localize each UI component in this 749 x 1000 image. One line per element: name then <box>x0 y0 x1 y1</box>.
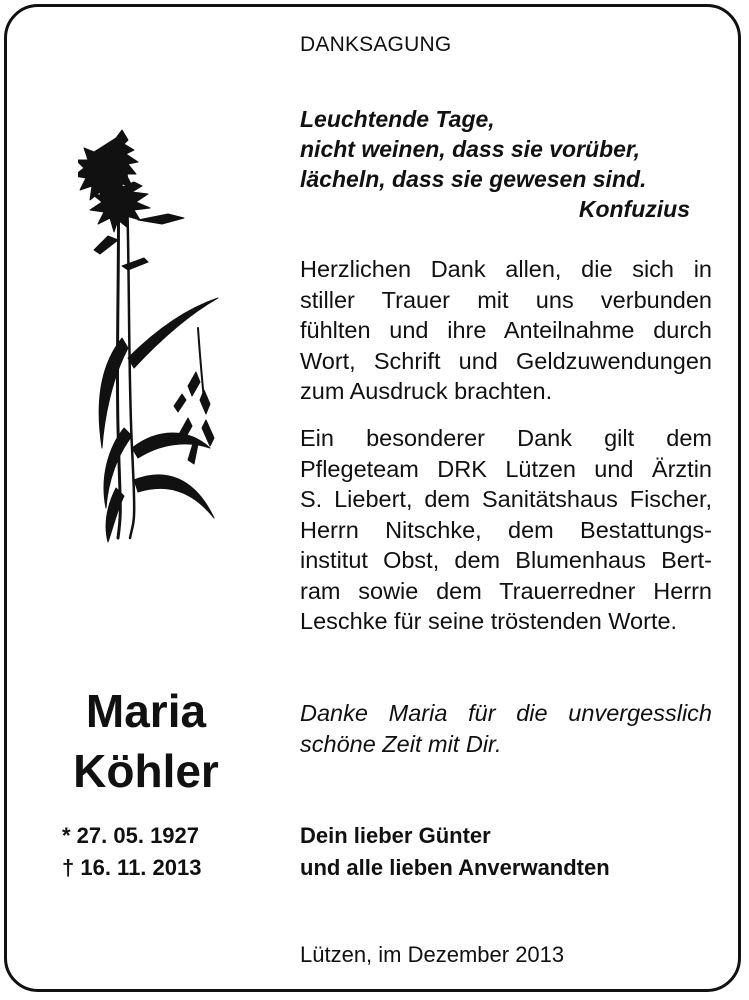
paragraph-line: zum Ausdruck brachten. <box>300 378 553 404</box>
thanks-note-line: Danke Maria für die unvergesslich <box>300 700 712 726</box>
life-dates <box>62 820 201 884</box>
grass-plant-icon <box>78 128 228 548</box>
paragraph-line: stiller Trauer mit uns verbunden <box>300 286 712 313</box>
deceased-first-name: Maria <box>85 685 207 737</box>
paragraph-line: S. Liebert, dem Sanitätshaus Fischer, <box>300 486 712 512</box>
signature-line: Dein lieber Günter <box>300 823 491 848</box>
birth-date: * 27. 05. 1927 <box>62 823 200 848</box>
poem-quote <box>300 104 690 224</box>
thanks-paragraph-special <box>300 423 712 637</box>
paragraph-line: Herrn Nitschke, dem Bestattungs- <box>300 516 712 543</box>
paragraph-line: Pflegeteam DRK Lützen und Ärztin <box>300 455 712 482</box>
paragraph-line: ram sowie dem Trauerredner Herrn <box>300 577 712 604</box>
signature <box>300 820 712 884</box>
paragraph-line: institut Obst, dem Blumenhaus Bert- <box>300 547 712 573</box>
poem-line: Leuchtende Tage, <box>300 106 495 132</box>
notice-heading: DANKSAGUNG <box>300 33 452 56</box>
paragraph-line: fühlten und ihre Anteilnahme durch <box>300 317 712 343</box>
death-date: † 16. 11. 2013 <box>62 855 202 880</box>
thanks-note <box>300 698 712 759</box>
place-date: Lützen, im Dezember 2013 <box>300 942 565 967</box>
thanks-paragraph-general <box>300 254 712 407</box>
paragraph-line: Wort, Schrift und Geldzuwendungen <box>300 347 712 374</box>
poem-line: lächeln, dass sie gewesen sind. <box>300 166 647 192</box>
signature-line: und alle lieben Anverwandten <box>300 855 610 880</box>
thanks-note-line: schöne Zeit mit Dir. <box>300 730 502 757</box>
poem-author: Konfuzius <box>578 196 690 222</box>
poem-line: nicht weinen, dass sie vorüber, <box>300 136 641 162</box>
paragraph-line: Leschke für seine tröstenden Worte. <box>300 608 678 634</box>
deceased-last-name: Köhler <box>73 745 219 797</box>
paragraph-line: Ein besonderer Dank gilt dem <box>300 425 712 451</box>
paragraph-line: Herzlichen Dank allen, die sich in <box>300 256 712 282</box>
